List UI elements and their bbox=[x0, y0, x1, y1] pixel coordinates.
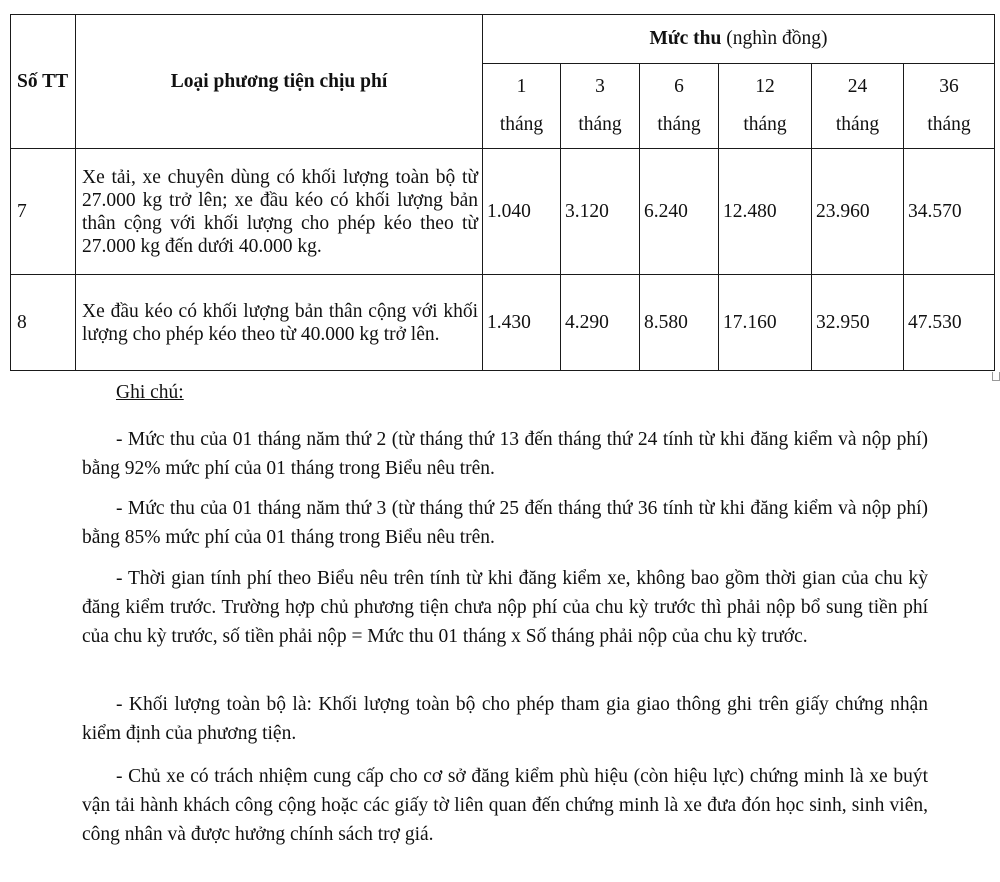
note-paragraph: - Khối lượng toàn bộ là: Khối lượng toàn bộ cho phép tham gia giao thông ghi trên giấy chứng nhận kiểm định của phương tiện. bbox=[82, 694, 928, 744]
note-paragraph: - Mức thu của 01 tháng năm thứ 3 (từ tháng thứ 25 đến tháng thứ 36 tính từ khi đăng kiểm và nộp phí) bằng 85% mức phí của 01 tháng trong Biểu nêu trên. bbox=[82, 498, 928, 548]
fee-cell: 3.120 bbox=[561, 149, 640, 275]
header-month: 6 tháng bbox=[640, 64, 719, 149]
fee-cell: 1.430 bbox=[483, 275, 561, 371]
header-month: 1 tháng bbox=[483, 64, 561, 149]
fee-cell: 6.240 bbox=[640, 149, 719, 275]
header-month: 36 tháng bbox=[904, 64, 995, 149]
row-description: Xe tải, xe chuyên dùng có khối lượng toàn bộ từ 27.000 kg trở lên; xe đầu kéo có khối lượng bản thân cộng với khối lượng cho phép kéo theo từ 27.000 kg đến dưới 40.000 kg. bbox=[76, 149, 483, 275]
row-number: 7 bbox=[11, 149, 76, 275]
fee-cell: 34.570 bbox=[904, 149, 995, 275]
header-month: 24 tháng bbox=[812, 64, 904, 149]
note-paragraph: - Mức thu của 01 tháng năm thứ 2 (từ tháng thứ 13 đến tháng thứ 24 tính từ khi đăng kiểm và nộp phí) bằng 92% mức phí của 01 tháng trong Biểu nêu trên. bbox=[82, 429, 928, 479]
fee-cell: 17.160 bbox=[719, 275, 812, 371]
table-row bbox=[11, 149, 995, 275]
fee-cell: 12.480 bbox=[719, 149, 812, 275]
header-month: 3 tháng bbox=[561, 64, 640, 149]
header-stt: Số TT bbox=[11, 15, 76, 149]
fee-cell: 32.950 bbox=[812, 275, 904, 371]
table-row bbox=[11, 275, 995, 371]
header-fee-unit: (nghìn đồng) bbox=[726, 28, 828, 49]
header-fee-label: Mức thu bbox=[649, 28, 722, 49]
fee-table bbox=[10, 14, 995, 371]
note-paragraph: - Chủ xe có trách nhiệm cung cấp cho cơ sở đăng kiểm phù hiệu (còn hiệu lực) chứng minh là xe buýt vận tải hành khách công cộng hoặc các giấy tờ liên quan đến chứng minh là xe đưa đón học sinh, sinh viên, công nhân và được hưởng chính sách trợ giá. bbox=[82, 766, 928, 845]
row-number: 8 bbox=[11, 275, 76, 371]
header-month: 12 tháng bbox=[719, 64, 812, 149]
fee-cell: 47.530 bbox=[904, 275, 995, 371]
fee-cell: 23.960 bbox=[812, 149, 904, 275]
note-paragraph: - Thời gian tính phí theo Biểu nêu trên tính từ khi đăng kiểm xe, không bao gồm thời gian của chu kỳ đăng kiểm trước. Trường hợp chủ phương tiện chưa nộp phí của chu kỳ trước thì phải nộp bổ sung tiền phí của chu kỳ trước, số tiền phải nộp = Mức thu 01 tháng x Số tháng phải nộp của chu kỳ trước. bbox=[82, 568, 928, 647]
header-vehicle-type: Loại phương tiện chịu phí bbox=[76, 15, 483, 149]
header-fee-level bbox=[483, 15, 995, 64]
row-description: Xe đầu kéo có khối lượng bản thân cộng với khối lượng cho phép kéo theo từ 40.000 kg trở lên. bbox=[76, 275, 483, 371]
table-resize-corner bbox=[992, 372, 1000, 381]
fee-cell: 4.290 bbox=[561, 275, 640, 371]
fee-cell: 1.040 bbox=[483, 149, 561, 275]
fee-cell: 8.580 bbox=[640, 275, 719, 371]
notes-title: Ghi chú: bbox=[116, 382, 184, 403]
